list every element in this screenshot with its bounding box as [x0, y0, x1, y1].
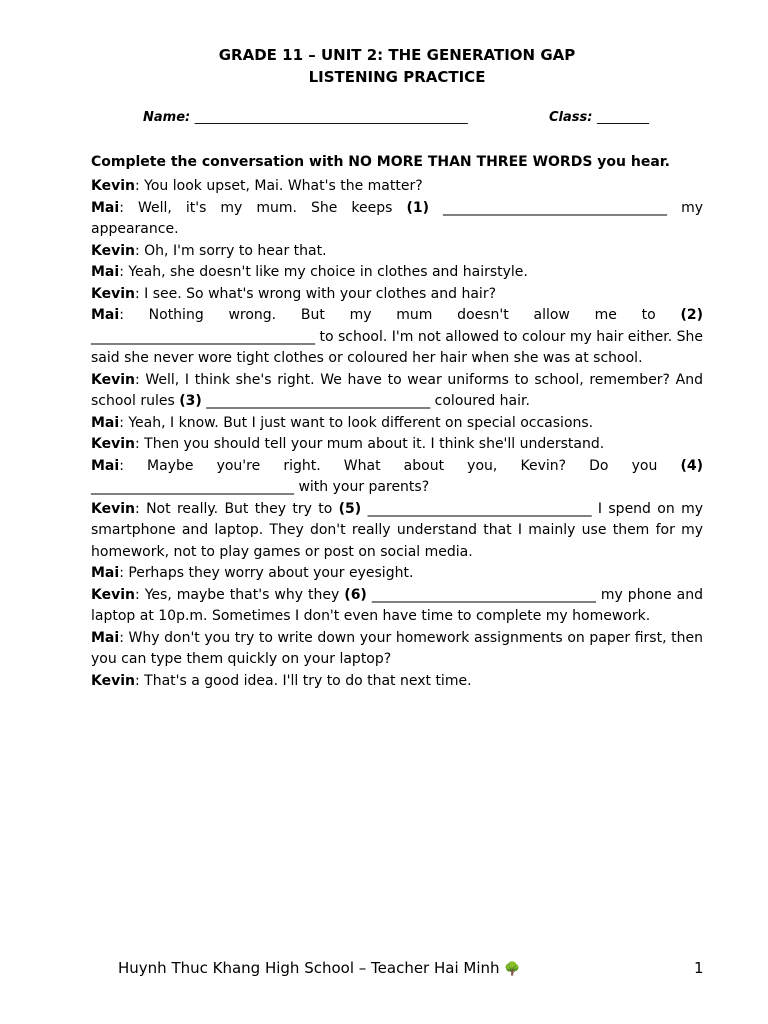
line-text: : Yeah, I know. But I just want to look different on special occasions. — [119, 414, 594, 431]
footer — [118, 957, 521, 981]
blank-number: (2) — [680, 307, 703, 323]
speaker: Kevin — [91, 672, 135, 689]
line-text: : Not really. But they try to — [135, 500, 339, 517]
line-text: : You look upset, Mai. What's the matter? — [135, 178, 423, 194]
speaker: Kevin — [91, 586, 135, 603]
speaker: Mai — [91, 264, 120, 280]
dialogue-line — [91, 370, 703, 413]
footer-text: Huynh Thuc Khang High School – Teacher Hai Minh — [118, 959, 500, 977]
speaker: Kevin — [91, 500, 135, 517]
speaker: Kevin — [91, 242, 135, 259]
class-field — [549, 110, 649, 125]
answer-blank: ________________________________ — [91, 328, 315, 345]
class-blank: ________ — [596, 110, 649, 125]
dialogue-line — [91, 563, 703, 585]
dialogue-line — [91, 456, 703, 499]
line-text: my appearance. — [91, 199, 704, 237]
line-text: : Yes, maybe that's why they — [135, 586, 345, 603]
line-text: : Oh, I'm sorry to hear that. — [135, 242, 327, 259]
page-number: 1 — [694, 959, 704, 977]
dialogue-line — [91, 176, 703, 198]
line-text: : Perhaps they worry about your eyesight. — [119, 565, 414, 581]
dialogue-line — [91, 671, 703, 693]
dialogue-line — [91, 413, 703, 435]
speaker: Mai — [91, 199, 120, 216]
line-text: : Well, it's my mum. She keeps — [119, 199, 407, 216]
answer-blank: ________________________________ — [443, 199, 668, 216]
speaker: Mai — [91, 629, 120, 646]
speaker: Mai — [91, 414, 120, 431]
line-text: coloured hair. — [430, 393, 530, 409]
speaker: Kevin — [91, 285, 135, 302]
dialogue-line — [91, 585, 703, 628]
line-text: : Well, I think she's right. We have to wear uniforms to school, remember? And school rules — [91, 371, 703, 409]
blank-number: (4) — [680, 457, 703, 474]
answer-blank: ________________________________ — [371, 586, 596, 603]
speaker: Kevin — [91, 436, 135, 452]
line-text: to school. I'm not allowed to colour my hair either. She said she never wore tight clothes or coloured her hair when she was at school. — [91, 328, 703, 366]
page-title-line-2: LISTENING PRACTICE — [308, 68, 486, 86]
answer-blank: ________________________________ — [206, 393, 431, 409]
name-field — [143, 110, 468, 125]
conversation — [91, 176, 703, 692]
line-text: my phone and laptop at 10p.m. Sometimes I don't even have time to complete my homework. — [91, 586, 703, 624]
answer-blank: ________________________________ — [367, 500, 592, 517]
line-text: : Yeah, she doesn't like my choice in clothes and hairstyle. — [119, 264, 528, 280]
answer-blank: _____________________________ — [91, 479, 294, 495]
dialogue-line — [91, 262, 703, 284]
line-text: : Nothing wrong. But my mum doesn't allow me to — [119, 307, 681, 323]
speaker: Mai — [91, 307, 120, 323]
name-label: Name: — [143, 110, 191, 125]
blank-number: (5) — [338, 500, 362, 517]
dialogue-line — [91, 499, 703, 564]
line-text: : Maybe you're right. What about you, Kevin? Do you — [119, 457, 681, 474]
line-text: with your parents? — [294, 479, 430, 495]
page-title-line-1: GRADE 11 – UNIT 2: THE GENERATION GAP — [218, 46, 576, 64]
class-label: Class: — [549, 110, 593, 125]
blank-number: (3) — [179, 393, 202, 409]
dialogue-line — [91, 284, 703, 306]
blank-number: (6) — [344, 586, 367, 603]
dialogue-line — [91, 305, 703, 370]
speaker: Mai — [91, 457, 120, 474]
instruction: Complete the conversation with NO MORE THAN THREE WORDS you hear. — [91, 154, 670, 170]
speaker: Mai — [91, 565, 120, 581]
tree-icon: 🌳 — [504, 962, 521, 977]
dialogue-line — [91, 198, 703, 241]
blank-number: (1) — [406, 199, 429, 216]
line-text: : Why don't you try to write down your homework assignments on paper first, then you can type them quickly on your laptop? — [91, 629, 703, 667]
speaker: Kevin — [91, 178, 135, 194]
dialogue-line — [91, 241, 703, 263]
line-text: : Then you should tell your mum about it. I think she'll understand. — [135, 436, 605, 452]
line-text: : I see. So what's wrong with your clothes and hair? — [135, 285, 496, 302]
line-text: : That's a good idea. I'll try to do that next time. — [135, 672, 472, 689]
speaker: Kevin — [91, 371, 135, 388]
line-text: I spend on my smartphone and laptop. They don't really understand that I mainly use them for my homework, not to play games or post on social media. — [91, 500, 703, 560]
dialogue-line — [91, 628, 703, 671]
name-blank: __________________________________________ — [194, 110, 468, 125]
dialogue-line — [91, 434, 703, 456]
